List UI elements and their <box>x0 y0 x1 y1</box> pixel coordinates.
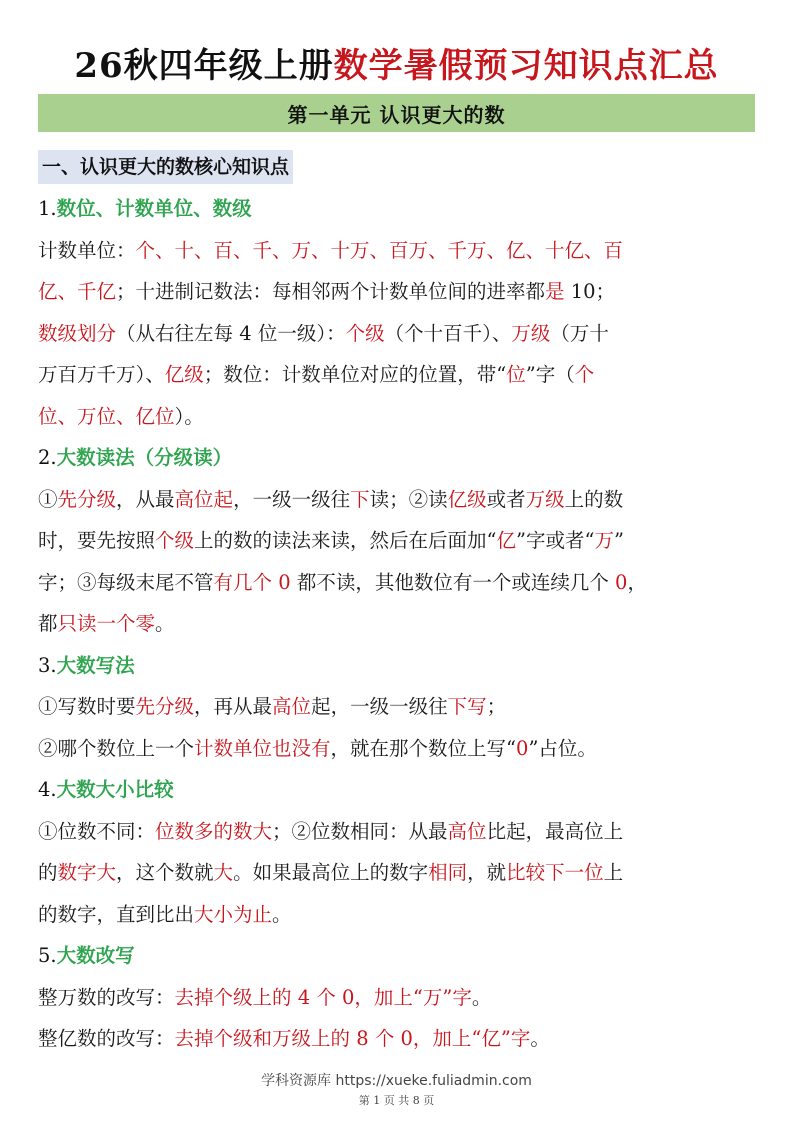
text-run: 大数大小比较 <box>56 778 174 801</box>
text-run: ； <box>486 695 507 718</box>
highlight-text: 亿 <box>496 529 517 552</box>
text-run: 整亿数的改写： <box>38 1027 175 1050</box>
highlight-text: 位、万位、亿位 <box>38 404 175 428</box>
highlight-text: 只读一个零 <box>57 612 156 635</box>
text-run: 5. <box>38 944 57 967</box>
text-run: 万百万千万）、 <box>38 363 165 386</box>
unit-heading: 第一单元 认识更大的数 <box>38 94 755 132</box>
text-run: 的数字，直到比出 <box>38 902 195 926</box>
text-run: 。如果最高位上的数字 <box>233 861 429 884</box>
text-run: 大数读法（分级读） <box>56 446 233 469</box>
text-run: ，从最 <box>116 487 175 511</box>
subheading-2 <box>38 437 758 479</box>
text-run: （个十百千）、 <box>384 321 512 345</box>
highlight-text: 个、十、百、千、万、十万、百万、千万、亿、十亿、百 <box>135 238 624 262</box>
highlight-text: 万 <box>594 529 614 552</box>
highlight-text: 相同 <box>428 861 468 884</box>
highlight-text: 亿、千亿 <box>38 280 117 303</box>
paragraph-line <box>38 520 758 562</box>
text-run: 数位、计数单位、数级 <box>56 197 252 220</box>
highlight-text: 高位 <box>272 695 312 718</box>
footer-source: 学科资源库 https://xueke.fuliadmin.com <box>261 1073 532 1089</box>
paragraph-line <box>38 894 758 936</box>
text-run: 3. <box>38 653 57 677</box>
text-run: ②哪个数位上一个 <box>38 736 195 760</box>
paragraph-line <box>38 479 758 521</box>
text-run: 。 <box>155 612 175 635</box>
text-run: 起，一级一级往 <box>311 695 448 718</box>
paragraph-line <box>38 562 758 604</box>
text-run: ” <box>614 529 624 552</box>
highlight-text: 去掉个级和万级上的 8 个 0，加上“亿”字 <box>174 1027 531 1050</box>
highlight-text: 有几个 0 <box>213 570 291 594</box>
text-run: ”字（ <box>525 363 575 386</box>
text-run: 2. <box>38 446 57 469</box>
text-run: ①位数不同： <box>38 819 156 843</box>
subheading-3 <box>38 645 758 687</box>
text-run: 大数改写 <box>56 944 135 967</box>
text-run: ）。 <box>174 404 204 428</box>
highlight-text: 位 <box>506 363 526 386</box>
highlight-text: 先分级 <box>135 695 195 718</box>
paragraph-line <box>38 852 758 894</box>
text-run: 都 <box>38 612 58 635</box>
highlight-text: 亿级 <box>447 487 487 511</box>
paragraph-line <box>38 811 758 853</box>
subheading-4 <box>38 769 758 811</box>
highlight-text: 万级 <box>511 321 551 345</box>
highlight-text: 位数多的数大 <box>155 819 273 843</box>
paragraph-line <box>38 354 758 396</box>
content-body <box>38 188 758 1060</box>
highlight-text: 0 <box>615 570 628 594</box>
text-run: ，就在那个数位上写“ <box>330 736 517 760</box>
highlight-text: 个 <box>574 363 595 386</box>
text-run: 比起，最高位上 <box>486 819 624 843</box>
highlight-text: 高位起 <box>174 487 234 511</box>
text-run: ；数位：计数单位对应的位置，带“ <box>203 363 507 386</box>
highlight-text: 下 <box>350 487 370 511</box>
text-run: 字；③每级末尾不管 <box>38 570 214 594</box>
highlight-text: 数字大 <box>57 861 117 884</box>
title-topic: 数学暑假预习知识点汇总 <box>333 46 719 86</box>
text-run: ， <box>627 570 647 594</box>
text-run: 或者 <box>486 487 526 511</box>
text-run: 上的数 <box>564 487 624 511</box>
text-run: ，再从最 <box>194 695 273 718</box>
text-run: （从右往左每 4 位一级）： <box>116 321 346 345</box>
highlight-text: 大 <box>213 861 234 884</box>
highlight-text: 亿级 <box>164 363 204 386</box>
paragraph-line <box>38 977 758 1019</box>
text-run: ；十进制记数法：每相邻两个计数单位间的进率都 <box>116 280 546 303</box>
highlight-text: 万级 <box>525 487 565 511</box>
text-run: 。 <box>530 1027 550 1050</box>
text-run: 。 <box>471 985 492 1009</box>
paragraph-line <box>38 313 758 355</box>
text-run: 上的数的读法来读，然后在后面加“ <box>194 529 497 552</box>
paragraph-line <box>38 396 758 438</box>
highlight-text: 计数单位也没有 <box>194 736 331 760</box>
text-run: 。 <box>272 902 292 926</box>
text-run: ，这个数就 <box>116 861 214 884</box>
text-run: 10； <box>564 280 616 303</box>
title-grade: 26秋四年级上册 <box>74 46 334 86</box>
text-run: 整万数的改写： <box>38 985 175 1009</box>
text-run: 大数写法 <box>56 653 135 677</box>
paragraph-line <box>38 686 758 728</box>
paragraph-line <box>38 603 758 645</box>
text-run: ，一级一级往 <box>233 487 351 511</box>
highlight-text: 数级划分 <box>38 321 117 345</box>
text-run: ①写数时要 <box>38 695 136 718</box>
text-run: 读；②读 <box>369 487 448 511</box>
text-run: 的 <box>38 861 58 884</box>
text-run: 4. <box>38 778 57 801</box>
highlight-text: 个级 <box>345 321 385 345</box>
paragraph-line <box>38 1018 758 1060</box>
section-heading: 一、认识更大的数核心知识点 <box>38 150 293 184</box>
text-run: ，就 <box>467 861 507 884</box>
text-run: 上 <box>603 861 624 884</box>
highlight-text: 是 <box>545 280 565 303</box>
text-run: ”占位。 <box>528 736 597 760</box>
highlight-text: 比较下一位 <box>506 861 604 884</box>
page-number: 第 1 页 共 8 页 <box>358 1094 435 1107</box>
highlight-text: 0 <box>516 736 529 760</box>
text-run: ① <box>38 487 58 511</box>
text-run: ”字或者“ <box>516 529 595 552</box>
text-run: （万十 <box>550 321 609 345</box>
subheading-5 <box>38 935 758 977</box>
text-run: 时，要先按照 <box>38 529 156 552</box>
page-title <box>0 38 793 87</box>
text-run: ；②位数相同：从最 <box>272 819 448 843</box>
highlight-text: 高位 <box>447 819 487 843</box>
text-run: 1. <box>38 197 57 220</box>
paragraph-line <box>38 230 758 272</box>
highlight-text: 下写 <box>447 695 487 718</box>
paragraph-line <box>38 271 758 313</box>
text-run: 都不读，其他数位有一个或连续几个 <box>290 570 616 594</box>
highlight-text: 大小为止 <box>194 902 273 926</box>
paragraph-line <box>38 728 758 770</box>
highlight-text: 去掉个级上的 4 个 0，加上“万”字 <box>174 985 472 1009</box>
text-run: 计数单位： <box>38 238 136 262</box>
highlight-text: 个级 <box>155 529 195 552</box>
highlight-text: 先分级 <box>57 487 117 511</box>
subheading-1 <box>38 188 758 230</box>
